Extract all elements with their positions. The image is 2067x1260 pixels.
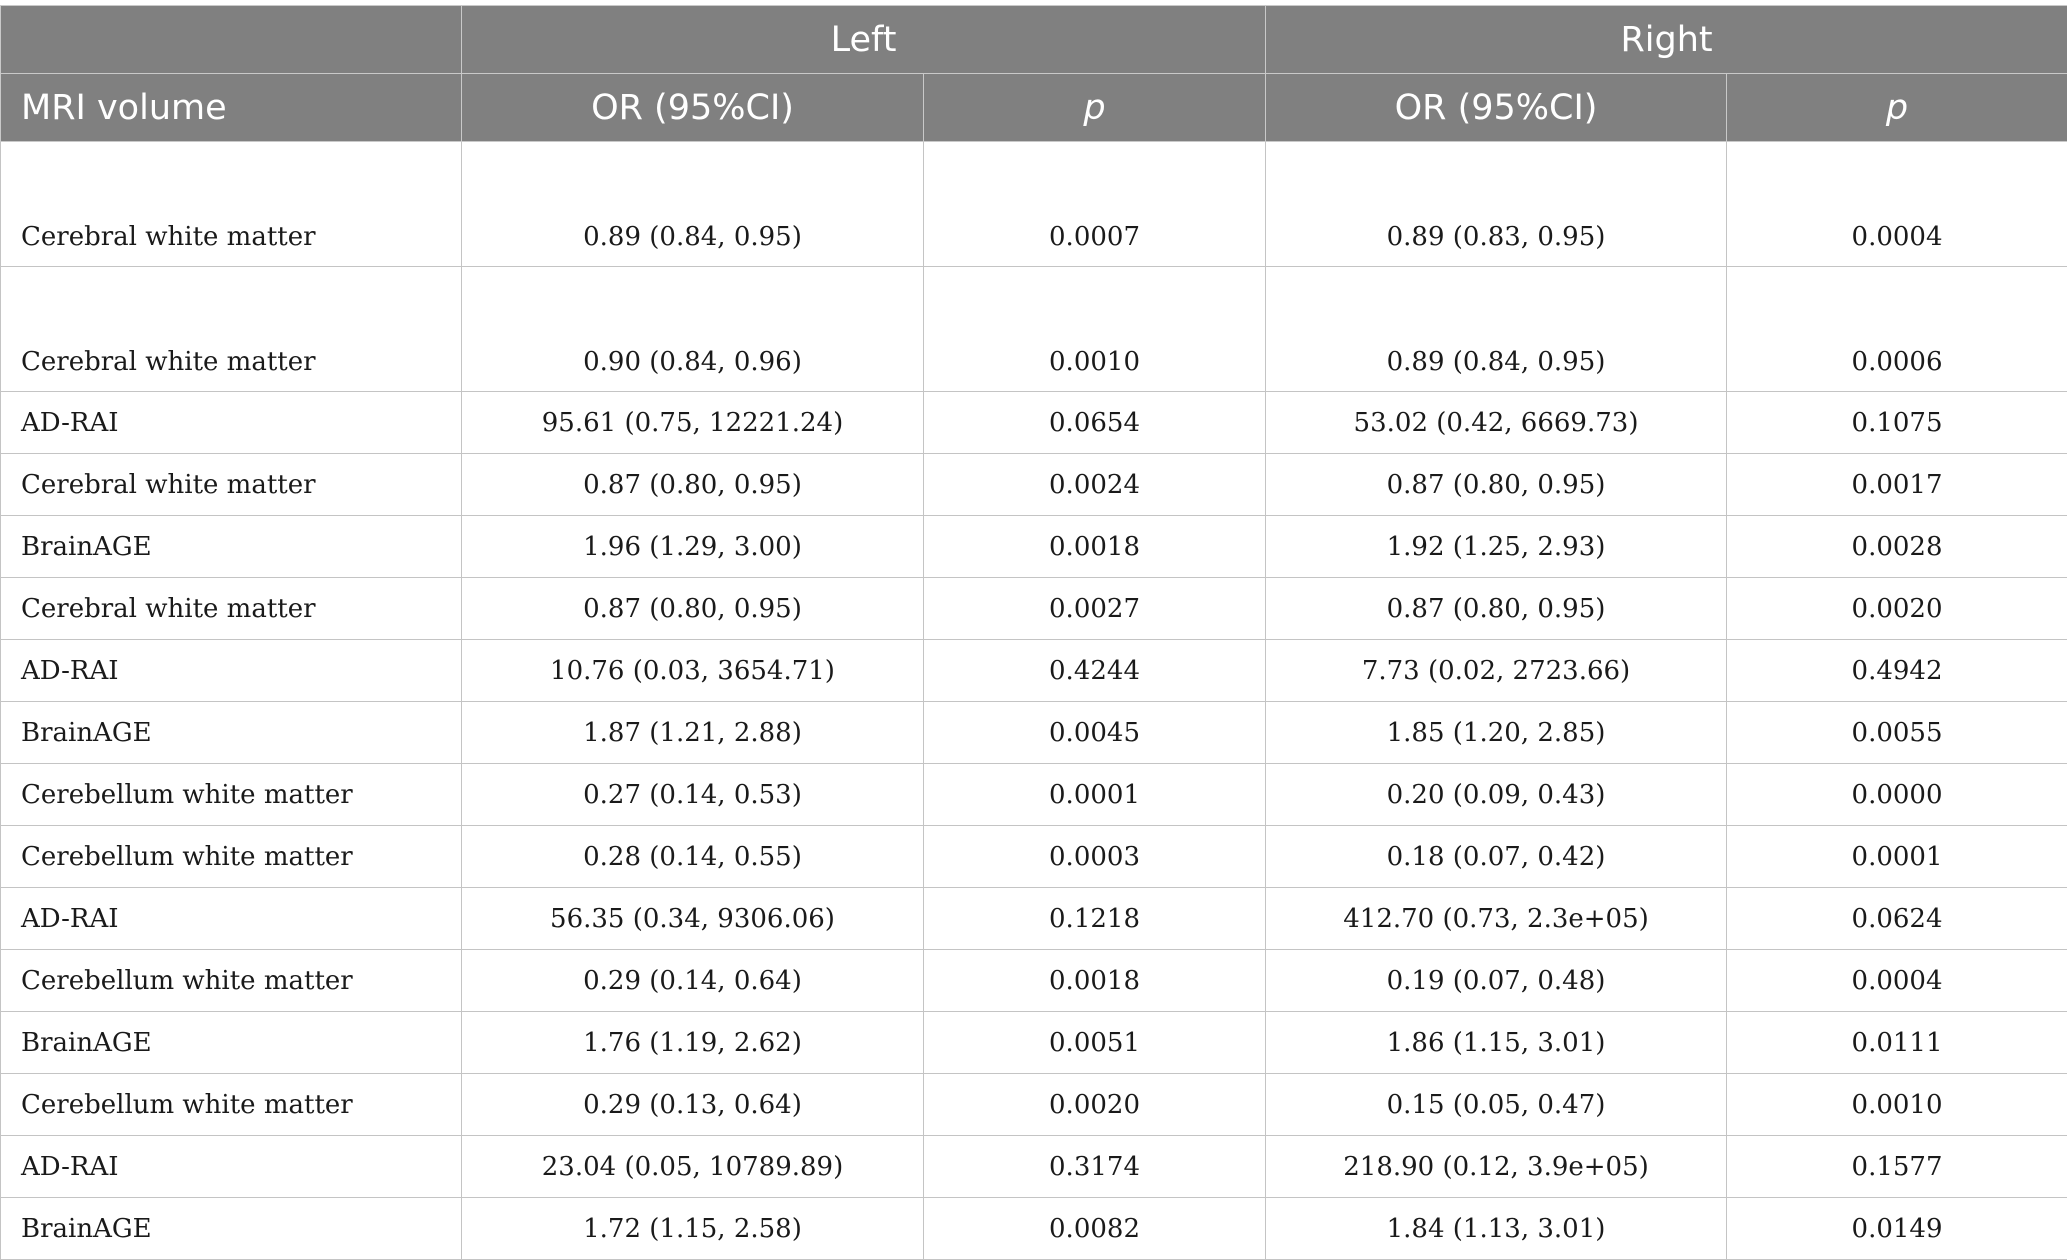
or-left-cell: 0.28 (0.14, 0.55) xyxy=(462,826,924,888)
or-right-cell: 0.19 (0.07, 0.48) xyxy=(1266,950,1727,1012)
or-left-cell: 0.90 (0.84, 0.96) xyxy=(462,267,924,392)
p-right-cell: 0.0149 xyxy=(1727,1198,2067,1260)
p-left-cell: 0.1218 xyxy=(924,888,1266,950)
or-right-cell: 1.86 (1.15, 3.01) xyxy=(1266,1012,1727,1074)
column-header-mri-volume: MRI volume xyxy=(1,74,462,142)
table-row xyxy=(1,454,2067,516)
row-label: AD-RAI xyxy=(1,1136,462,1198)
column-header-or-left: OR (95%CI) xyxy=(462,74,924,142)
table-row xyxy=(1,1012,2067,1074)
header-blank-cell xyxy=(1,6,462,74)
table-body xyxy=(1,142,2067,1260)
or-left-cell: 10.76 (0.03, 3654.71) xyxy=(462,640,924,702)
table-row xyxy=(1,950,2067,1012)
or-right-cell: 0.89 (0.83, 0.95) xyxy=(1266,142,1727,267)
table-row xyxy=(1,142,2067,267)
row-label: AD-RAI xyxy=(1,392,462,454)
p-right-cell: 0.0624 xyxy=(1727,888,2067,950)
table-row xyxy=(1,578,2067,640)
table-row xyxy=(1,888,2067,950)
or-left-cell: 1.72 (1.15, 2.58) xyxy=(462,1198,924,1260)
table-row xyxy=(1,1198,2067,1260)
p-left-cell: 0.0018 xyxy=(924,950,1266,1012)
table-header xyxy=(1,6,2067,142)
table-row xyxy=(1,516,2067,578)
row-label: Cerebellum white matter xyxy=(1,764,462,826)
p-right-cell: 0.0055 xyxy=(1727,702,2067,764)
or-right-cell: 0.15 (0.05, 0.47) xyxy=(1266,1074,1727,1136)
column-header-p-right: p xyxy=(1727,74,2067,142)
p-left-cell: 0.0003 xyxy=(924,826,1266,888)
row-label: Cerebral white matter xyxy=(1,454,462,516)
p-left-cell: 0.0020 xyxy=(924,1074,1266,1136)
p-right-cell: 0.0111 xyxy=(1727,1012,2067,1074)
or-left-cell: 1.76 (1.19, 2.62) xyxy=(462,1012,924,1074)
or-right-cell: 218.90 (0.12, 3.9e+05) xyxy=(1266,1136,1727,1198)
or-left-cell: 1.96 (1.29, 3.00) xyxy=(462,516,924,578)
p-left-cell: 0.0051 xyxy=(924,1012,1266,1074)
table-row xyxy=(1,267,2067,392)
or-right-cell: 0.87 (0.80, 0.95) xyxy=(1266,454,1727,516)
column-header-row xyxy=(1,74,2067,142)
p-left-cell: 0.0654 xyxy=(924,392,1266,454)
p-right-cell: 0.1075 xyxy=(1727,392,2067,454)
p-right-cell: 0.0017 xyxy=(1727,454,2067,516)
or-right-cell: 0.89 (0.84, 0.95) xyxy=(1266,267,1727,392)
table-row xyxy=(1,826,2067,888)
p-left-cell: 0.0007 xyxy=(924,142,1266,267)
row-label: Cerebellum white matter xyxy=(1,1074,462,1136)
or-left-cell: 95.61 (0.75, 12221.24) xyxy=(462,392,924,454)
or-right-cell: 1.85 (1.20, 2.85) xyxy=(1266,702,1727,764)
column-header-p-left: p xyxy=(924,74,1266,142)
table-row xyxy=(1,702,2067,764)
or-left-cell: 23.04 (0.05, 10789.89) xyxy=(462,1136,924,1198)
column-header-or-right: OR (95%CI) xyxy=(1266,74,1727,142)
p-right-cell: 0.0001 xyxy=(1727,826,2067,888)
p-left-cell: 0.0010 xyxy=(924,267,1266,392)
group-header-left: Left xyxy=(462,6,1266,74)
or-right-cell: 7.73 (0.02, 2723.66) xyxy=(1266,640,1727,702)
p-left-cell: 0.0027 xyxy=(924,578,1266,640)
p-left-cell: 0.0045 xyxy=(924,702,1266,764)
results-table xyxy=(0,5,2067,1260)
table-row xyxy=(1,764,2067,826)
group-header-row xyxy=(1,6,2067,74)
row-label: BrainAGE xyxy=(1,702,462,764)
row-label: BrainAGE xyxy=(1,1012,462,1074)
p-left-cell: 0.4244 xyxy=(924,640,1266,702)
row-label: BrainAGE xyxy=(1,1198,462,1260)
or-right-cell: 412.70 (0.73, 2.3e+05) xyxy=(1266,888,1727,950)
p-right-cell: 0.0000 xyxy=(1727,764,2067,826)
row-label: BrainAGE xyxy=(1,516,462,578)
row-label: AD-RAI xyxy=(1,888,462,950)
or-left-cell: 0.29 (0.14, 0.64) xyxy=(462,950,924,1012)
or-left-cell: 1.87 (1.21, 2.88) xyxy=(462,702,924,764)
p-right-cell: 0.0020 xyxy=(1727,578,2067,640)
p-right-cell: 0.0006 xyxy=(1727,267,2067,392)
p-left-cell: 0.0001 xyxy=(924,764,1266,826)
or-right-cell: 0.87 (0.80, 0.95) xyxy=(1266,578,1727,640)
p-left-cell: 0.0024 xyxy=(924,454,1266,516)
or-left-cell: 0.89 (0.84, 0.95) xyxy=(462,142,924,267)
p-right-cell: 0.0004 xyxy=(1727,950,2067,1012)
p-left-cell: 0.0082 xyxy=(924,1198,1266,1260)
or-right-cell: 1.92 (1.25, 2.93) xyxy=(1266,516,1727,578)
or-left-cell: 0.29 (0.13, 0.64) xyxy=(462,1074,924,1136)
or-left-cell: 0.87 (0.80, 0.95) xyxy=(462,578,924,640)
row-label: AD-RAI xyxy=(1,640,462,702)
table-row xyxy=(1,1074,2067,1136)
or-left-cell: 56.35 (0.34, 9306.06) xyxy=(462,888,924,950)
or-right-cell: 1.84 (1.13, 3.01) xyxy=(1266,1198,1727,1260)
table-row xyxy=(1,640,2067,702)
or-right-cell: 0.18 (0.07, 0.42) xyxy=(1266,826,1727,888)
or-left-cell: 0.87 (0.80, 0.95) xyxy=(462,454,924,516)
p-left-cell: 0.0018 xyxy=(924,516,1266,578)
group-header-right: Right xyxy=(1266,6,2067,74)
p-right-cell: 0.0028 xyxy=(1727,516,2067,578)
or-right-cell: 53.02 (0.42, 6669.73) xyxy=(1266,392,1727,454)
table-row xyxy=(1,1136,2067,1198)
p-right-cell: 0.0004 xyxy=(1727,142,2067,267)
row-label: Cerebellum white matter xyxy=(1,826,462,888)
or-left-cell: 0.27 (0.14, 0.53) xyxy=(462,764,924,826)
row-label: Cerebral white matter xyxy=(1,578,462,640)
row-label: Cerebral white matter xyxy=(1,142,462,267)
p-right-cell: 0.1577 xyxy=(1727,1136,2067,1198)
p-right-cell: 0.0010 xyxy=(1727,1074,2067,1136)
row-label: Cerebral white matter xyxy=(1,267,462,392)
row-label: Cerebellum white matter xyxy=(1,950,462,1012)
table-row xyxy=(1,392,2067,454)
p-right-cell: 0.4942 xyxy=(1727,640,2067,702)
or-right-cell: 0.20 (0.09, 0.43) xyxy=(1266,764,1727,826)
p-left-cell: 0.3174 xyxy=(924,1136,1266,1198)
